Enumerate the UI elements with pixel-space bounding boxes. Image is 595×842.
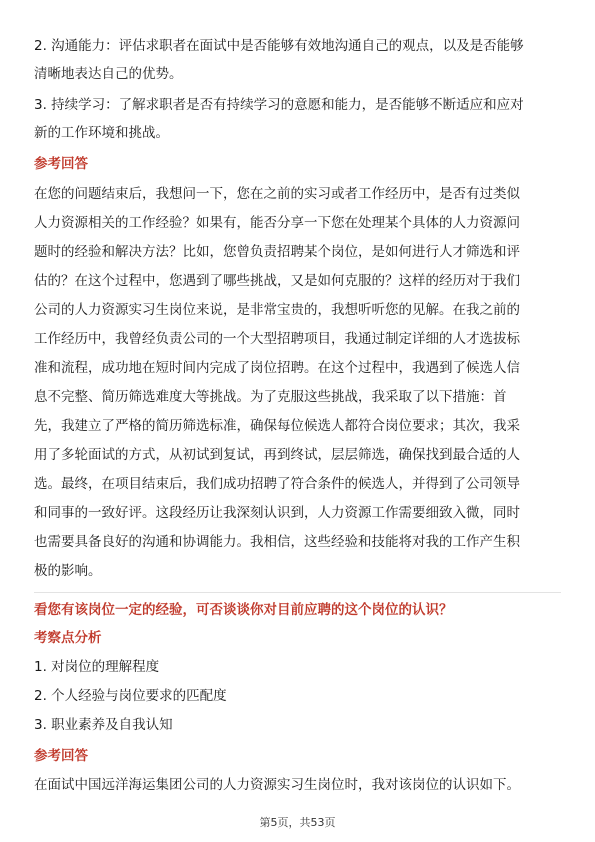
criteria-item: 3. 持续学习：了解求职者是否有持续学习的意愿和能力，是否能够不断适应和应对 — [34, 97, 524, 113]
reference-answer-heading: 参考回答 — [34, 748, 88, 764]
reference-answer-body — [34, 180, 520, 586]
section-divider — [34, 592, 561, 593]
answer-line: 工作经历中，我曾经负责公司的一个大型招聘项目，我通过制定详细的人才选拔标 — [34, 331, 520, 347]
answer-line: 选。最终，在项目结束后，我们成功招聘了符合条件的候选人，并得到了公司领导 — [34, 476, 520, 492]
analysis-point: 3. 职业素养及自我认知 — [34, 717, 173, 733]
criteria-item: 2. 沟通能力：评估求职者在面试中是否能够有效地沟通自己的观点，以及是否能够 — [34, 38, 524, 54]
analysis-heading: 考察点分析 — [34, 630, 102, 646]
answer-line: 题时的经验和解决方法？比如，您曾负责招聘某个岗位，是如何进行人才筛选和评 — [34, 244, 520, 260]
answer-line: 人力资源相关的工作经验？如果有，能否分享一下您在处理某个具体的人力资源问 — [34, 215, 520, 231]
answer-line: 用了多轮面试的方式，从初试到复试，再到终试，层层筛选，确保找到最合适的人 — [34, 447, 520, 463]
answer-line: 准和流程，成功地在短时间内完成了岗位招聘。在这个过程中，我遇到了候选人信 — [34, 360, 520, 376]
answer-line: 在面试中国远洋海运集团公司的人力资源实习生岗位时，我对该岗位的认识如下。 — [34, 777, 520, 793]
answer-line: 估的？在这个过程中，您遇到了哪些挑战，又是如何克服的？这样的经历对于我们 — [34, 273, 520, 289]
analysis-point: 1. 对岗位的理解程度 — [34, 659, 160, 675]
answer-line: 在您的问题结束后，我想问一下，您在之前的实习或者工作经历中，是否有过类似 — [34, 186, 520, 202]
criteria-item: 新的工作环境和挑战。 — [34, 125, 169, 141]
answer-line: 公司的人力资源实习生岗位来说，是非常宝贵的，我想听听您的见解。在我之前的 — [34, 302, 520, 318]
answer-line: 息不完整、简历筛选难度大等挑战。为了克服这些挑战，我采取了以下措施：首 — [34, 389, 507, 405]
answer-line: 极的影响。 — [34, 563, 102, 579]
criteria-item: 清晰地表达自己的优势。 — [34, 66, 183, 82]
question-title: 看您有该岗位一定的经验，可否谈谈你对目前应聘的这个岗位的认识？ — [34, 602, 453, 618]
answer-line: 先，我建立了严格的简历筛选标准，确保每位候选人都符合岗位要求；其次，我采 — [34, 418, 520, 434]
analysis-point: 2. 个人经验与岗位要求的匹配度 — [34, 688, 227, 704]
answer-line: 和同事的一致好评。这段经历让我深刻认识到，人力资源工作需要细致入微，同时 — [34, 505, 520, 521]
reference-answer-heading: 参考回答 — [34, 156, 88, 172]
page-number: 第5页，共53页 — [259, 816, 336, 829]
answer-line: 也需要具备良好的沟通和协调能力。我相信，这些经验和技能将对我的工作产生积 — [34, 534, 520, 550]
